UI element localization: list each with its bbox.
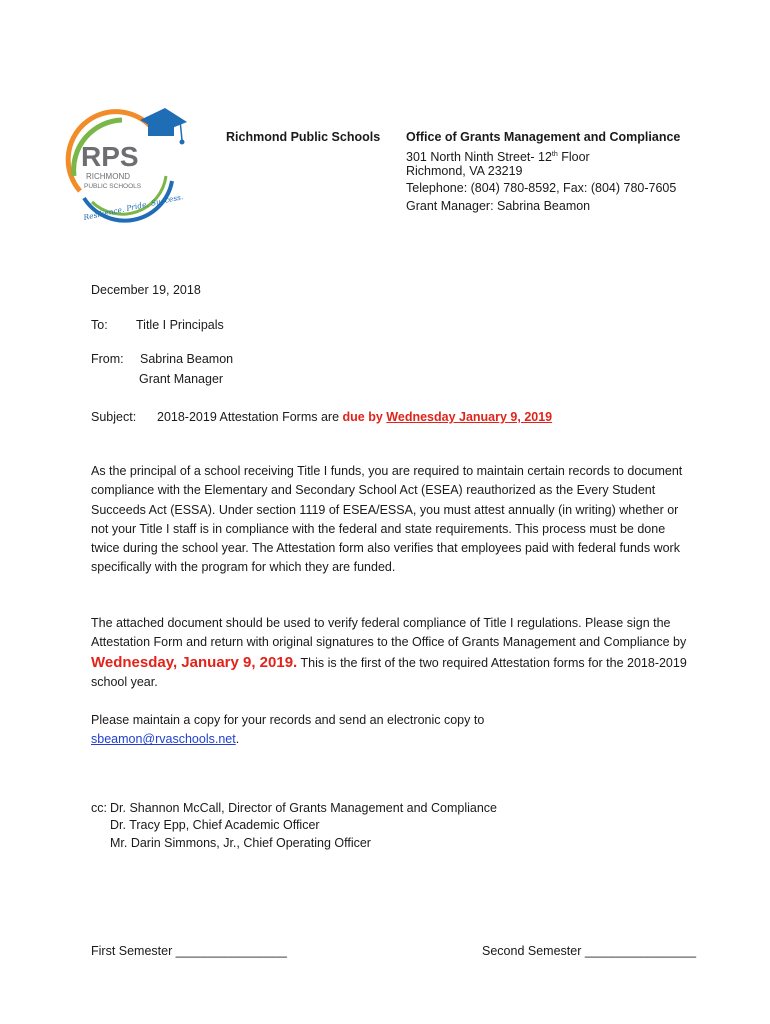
header-phone: Telephone: (804) 780-8592, Fax: (804) 780-7605 — [406, 181, 677, 195]
address-suffix: Floor — [557, 150, 590, 164]
subject-text: 2018-2019 Attestation Forms are — [157, 410, 343, 424]
p2-text-b: This is the first of the two required Attestation forms for the 2018-2019 school year. — [91, 655, 687, 689]
header-manager: Grant Manager: Sabrina Beamon — [406, 199, 591, 213]
subject-due: due by — [342, 410, 387, 424]
logo-line2: PUBLIC SCHOOLS — [84, 183, 142, 190]
cc-label: cc: — [91, 801, 107, 815]
memo-date: December 19, 2018 — [91, 283, 201, 297]
cc-line-3: Mr. Darin Simmons, Jr., Chief Operating Officer — [110, 836, 371, 850]
second-semester-signature: Second Semester ________________ — [482, 944, 697, 958]
cc-line-2: Dr. Tracy Epp, Chief Academic Officer — [110, 818, 320, 832]
first-semester-signature: First Semester ________________ — [91, 944, 287, 958]
rps-logo-graphic — [62, 106, 192, 226]
email-link[interactable]: sbeamon@rvaschools.net — [91, 732, 236, 747]
header-office: Office of Grants Management and Compliance — [406, 130, 681, 144]
memo-from-label: From: — [91, 352, 124, 366]
p2-date: Wednesday, January 9, 2019. — [91, 653, 298, 671]
body-paragraph-1: As the principal of a school receiving Title I funds, you are required to maintain certain records to document compliance with the Elementary and Secondary School Act (ESEA) reauthorized as the Every Student Succeeds Act (ESSA). Under section 1119 of ESEA/ESSA, you must attest annually (in writing) whether or not your Title I staff is in compliance with the federal and state requirements. This process must be done twice during the school year. The Attestation form also verifies that employees paid with federal funds work specifically with the program for which they are funded. — [91, 464, 683, 575]
memo-to-label: To: — [91, 318, 108, 332]
subject-date: Wednesday January 9, 2019 — [386, 410, 553, 424]
p3-text: Please maintain a copy for your records and send an electronic copy to — [91, 713, 485, 727]
memo-from-title: Grant Manager — [139, 372, 224, 386]
p2-text-a: The attached document should be used to verify federal compliance of Title I regulations. Please sign the Attestation Form and return with original signatures to the Office of Grants Management and Compliance by — [91, 616, 687, 650]
logo-letters: RPS — [81, 141, 139, 172]
memo-subject — [157, 409, 552, 426]
rps-logo — [62, 106, 192, 226]
logo-tagline: Resilience. Pride. Success. — [82, 192, 185, 223]
address-prefix: 301 North Ninth Street- 12 — [406, 150, 552, 164]
logo-line1: RICHMOND — [86, 172, 130, 181]
body-paragraph-3 — [91, 711, 691, 750]
cc-line-1: Dr. Shannon McCall, Director of Grants Management and Compliance — [110, 801, 497, 815]
body-paragraph-2 — [91, 614, 691, 692]
header-city: Richmond, VA 23219 — [406, 164, 523, 178]
p3-end: . — [235, 732, 240, 747]
memo-from-name: Sabrina Beamon — [140, 352, 234, 366]
memo-subject-label: Subject: — [91, 410, 137, 424]
header-org: Richmond Public Schools — [226, 130, 381, 144]
memo-to-value: Title I Principals — [136, 318, 224, 332]
address-sup: th — [551, 151, 558, 158]
